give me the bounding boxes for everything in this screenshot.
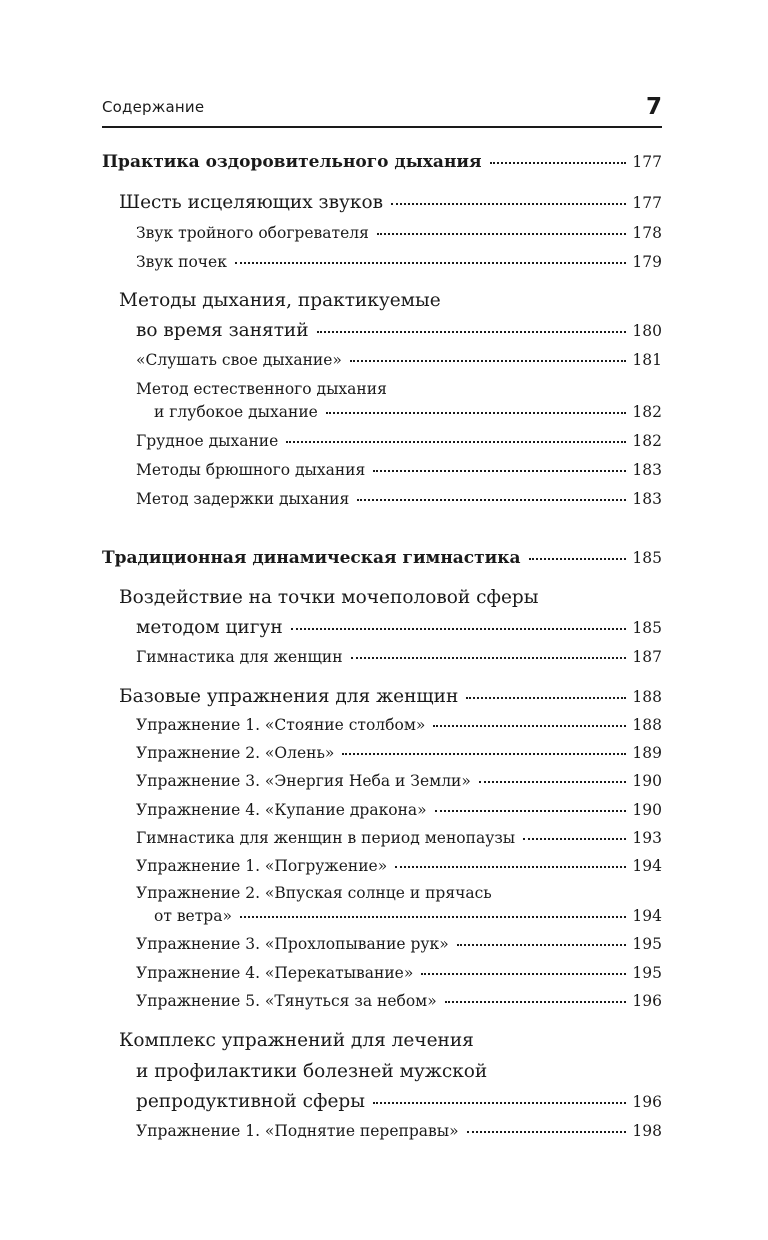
dot-leader [326,412,627,414]
toc-entry-title: во время занятий [136,320,309,341]
toc-entry-page: 177 [632,153,662,171]
dot-leader [357,499,626,501]
toc-entry-page: 188 [632,716,662,734]
toc-entry-title: и глубокое дыхание [154,403,318,421]
toc-entry-page: 195 [632,964,662,982]
toc-entry-page: 185 [632,619,662,637]
toc-entry-page: 181 [632,351,662,369]
toc-entry-title: Гимнастика для женщин в период менопаузы [136,829,516,847]
toc-entry-page: 195 [632,935,662,953]
dot-leader [291,628,627,630]
toc-entry-title-line: Метод естественного дыхания [136,380,387,398]
dot-leader [445,1001,627,1003]
toc-entry-title: Упражнение 3. «Прохлопывание рук» [136,935,449,953]
toc-entry-item [136,490,662,508]
toc-entry-subsection [136,1091,662,1112]
dot-leader [286,441,626,443]
toc-entry-title: Практика оздоровительного дыхания [102,152,482,172]
toc-entry-page: 182 [632,432,662,450]
toc-entry-item [136,648,662,666]
dot-leader [490,162,627,164]
toc-entry-title: «Слушать свое дыхание» [136,351,342,369]
toc-entry-title: Упражнение 4. «Купание дракона» [136,801,427,819]
toc-entry-page: 182 [632,403,662,421]
toc-entry-page: 190 [632,801,662,819]
toc-entry-page: 188 [632,688,662,706]
toc-entry-page: 183 [632,490,662,508]
toc-entry-title: Звук почек [136,253,227,271]
toc-entry-item [136,351,662,369]
toc-entry-page: 179 [632,253,662,271]
toc-entry-item [136,964,662,982]
toc-entry-section [102,548,662,568]
toc-entry-title: от ветра» [154,907,232,925]
dot-leader [467,1131,627,1133]
toc-entry-item [136,1122,662,1140]
toc-entry-subsection [119,686,662,707]
toc-entry-title: Традиционная динамическая гимнастика [102,548,521,568]
toc-entry-item [136,716,662,734]
toc-entry-title: Упражнение 1. «Погружение» [136,857,388,875]
toc-entry-page: 183 [632,461,662,479]
toc-entry-title: Базовые упражнения для женщин [119,686,459,707]
toc-entry-page: 178 [632,224,662,242]
dot-leader [466,697,626,699]
toc-entry-title: Грудное дыхание [136,432,279,450]
toc-entry-item [136,857,662,875]
toc-entry-item [136,432,662,450]
dot-leader [479,781,627,783]
toc-entry-subsection [136,617,662,638]
toc-entry-title: Звук тройного обогревателя [136,224,369,242]
toc-entry-item [136,224,662,242]
toc-entry-item [136,992,662,1010]
dot-leader [457,944,627,946]
toc-entry-item [136,801,662,819]
toc-entry-page: 196 [632,1093,662,1111]
page-number: 7 [645,94,662,120]
toc-entry-page: 198 [632,1122,662,1140]
dot-leader [529,558,627,560]
toc-entry-title: Упражнение 1. «Поднятие переправы» [136,1122,459,1140]
dot-leader [317,331,627,333]
dot-leader [240,916,626,918]
toc-entry-item [136,829,662,847]
dot-leader [391,203,626,205]
toc-entry-title: методом цигун [136,617,283,638]
dot-leader [433,725,626,727]
toc-entry-title: Шесть исцеляющих звуков [119,192,384,213]
dot-leader [351,657,627,659]
toc-entry-page: 177 [632,194,662,212]
toc-entry-item [154,403,662,421]
toc-entry-subsection [136,320,662,341]
toc-entry-title: Упражнение 1. «Стояние столбом» [136,716,426,734]
toc-entry-title-line: Методы дыхания, практикуемые [119,290,441,311]
dot-leader [421,973,626,975]
toc-entry-page: 193 [632,829,662,847]
running-header [102,88,662,128]
toc-entry-title-line: Воздействие на точки мочеполовой сферы [119,587,539,608]
toc-entry-title-line: Комплекс упражнений для лечения [119,1030,474,1051]
toc-entry-title: Упражнение 5. «Тянуться за небом» [136,992,437,1010]
toc-entry-item [136,253,662,271]
dot-leader [350,360,626,362]
toc-entry-item [136,461,662,479]
toc-entry-title: репродуктивной сферы [136,1091,365,1112]
toc-entry-page: 194 [632,907,662,925]
toc-entry-title: Упражнение 4. «Перекатывание» [136,964,414,982]
dot-leader [342,753,626,755]
toc-entry-subsection [119,192,662,213]
toc-entry-title: Гимнастика для женщин [136,648,343,666]
toc-entry-page: 194 [632,857,662,875]
dot-leader [435,810,627,812]
toc-entry-section [102,152,662,172]
toc-entry-title: Метод задержки дыхания [136,490,350,508]
dot-leader [395,866,626,868]
dot-leader [373,470,626,472]
toc-entry-item [154,907,662,925]
toc-entry-page: 185 [632,549,662,567]
running-header-title: Содержание [102,98,205,116]
toc-entry-title-line: и профилактики болезней мужской [136,1061,488,1082]
toc-entry-item [136,935,662,953]
toc-entry-title: Упражнение 2. «Олень» [136,744,335,762]
toc-entry-title: Упражнение 3. «Энергия Неба и Земли» [136,772,471,790]
dot-leader [523,838,626,840]
dot-leader [377,233,627,235]
toc-entry-item [136,772,662,790]
toc-entry-page: 190 [632,772,662,790]
toc-entry-page: 187 [632,648,662,666]
toc-entry-title: Методы брюшного дыхания [136,461,366,479]
toc-entry-page: 196 [632,992,662,1010]
toc-entry-title-line: Упражнение 2. «Впуская солнце и прячась [136,884,492,902]
toc-entry-item [136,744,662,762]
dot-leader [235,262,627,264]
toc-entry-page: 189 [632,744,662,762]
toc-entry-page: 180 [632,322,662,340]
dot-leader [373,1102,626,1104]
